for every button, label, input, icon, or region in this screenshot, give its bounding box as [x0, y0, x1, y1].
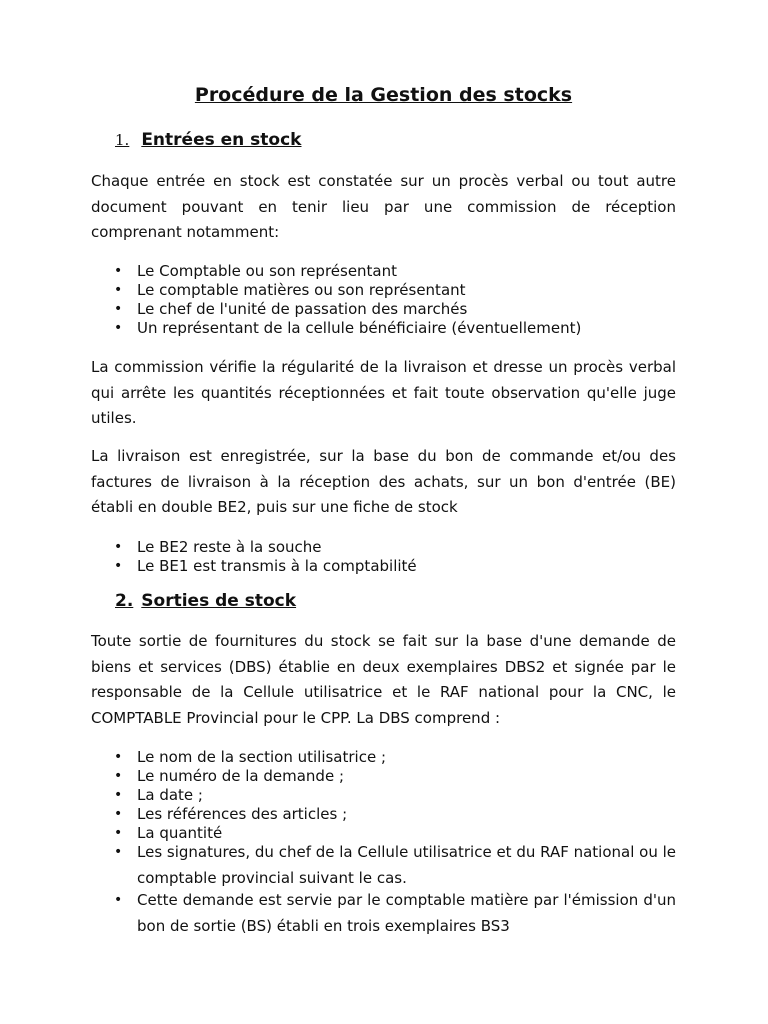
bullet-icon: • — [114, 263, 123, 279]
list-item: • Le BE1 est transmis à la comptabilité — [114, 557, 417, 575]
section-2-intro: Toute sortie de fournitures du stock se fait sur la base d'une demande de biens et services (DBS) établie en deux exemplaires DBS2 et signée par le responsable de la Cellule utilisatrice et le RAF national pour la CNC, le COMPTABLE Provincial pour le CPP. La DBS comprend : — [91, 632, 676, 727]
copies-list — [91, 538, 676, 576]
section-2-number: 2. — [115, 591, 134, 611]
section-2-heading — [115, 591, 296, 611]
section-1-intro: Chaque entrée en stock est constatée sur un procès verbal ou tout autre document pouvant en tenir lieu par une commission de réception comprenant notamment: — [91, 172, 676, 241]
bullet-icon: • — [114, 844, 123, 860]
list-item: • Les signatures, du chef de la Cellule utilisatrice et du RAF national ou le comptable provincial suivant le cas. — [91, 840, 676, 891]
bullet-icon: • — [114, 301, 123, 317]
list-item: • Le numéro de la demande ; — [114, 767, 345, 785]
list-item: • La quantité — [114, 824, 223, 842]
list-item: • La date ; — [114, 786, 203, 804]
section-2-title: Sorties de stock — [141, 591, 297, 611]
commission-members-list — [91, 262, 676, 338]
section-1-heading — [115, 130, 302, 150]
bullet-icon: • — [114, 282, 123, 298]
bullet-icon: • — [114, 749, 123, 765]
bullet-icon: • — [114, 320, 123, 336]
dbs-contents-list — [91, 748, 676, 939]
section-1-title: Entrées en stock — [141, 130, 302, 150]
list-item: • Le Comptable ou son représentant — [114, 262, 398, 280]
bullet-icon: • — [114, 806, 123, 822]
document-title: Procédure de la Gestion des stocks — [194, 84, 573, 106]
list-item: • Le comptable matières ou son représentant — [114, 281, 466, 299]
list-item: • Cette demande est servie par le comptable matière par l'émission d'un bon de sortie (BS) établi en trois exemplaires BS3 — [91, 888, 676, 939]
list-item: • Un représentant de la cellule bénéficiaire (éventuellement) — [114, 319, 582, 337]
bullet-icon: • — [114, 558, 123, 574]
section-1-paragraph-2: La commission vérifie la régularité de la livraison et dresse un procès verbal qui arrête les quantités réceptionnées et fait toute observation qu'elle juge utiles. — [91, 358, 676, 427]
list-item: • Le nom de la section utilisatrice ; — [114, 748, 387, 766]
bullet-icon: • — [114, 787, 123, 803]
bullet-icon: • — [114, 892, 123, 908]
bullet-icon: • — [114, 825, 123, 841]
bullet-icon: • — [114, 768, 123, 784]
section-1-number: 1. — [115, 131, 130, 149]
list-item: • Les références des articles ; — [114, 805, 348, 823]
bullet-icon: • — [114, 539, 123, 555]
section-1-paragraph-3: La livraison est enregistrée, sur la base du bon de commande et/ou des factures de livraison à la réception des achats, sur un bon d'entrée (BE) établi en double BE2, puis sur une fiche de stock — [91, 447, 676, 516]
list-item: • Le BE2 reste à la souche — [114, 538, 322, 556]
list-item: • Le chef de l'unité de passation des marchés — [114, 300, 468, 318]
